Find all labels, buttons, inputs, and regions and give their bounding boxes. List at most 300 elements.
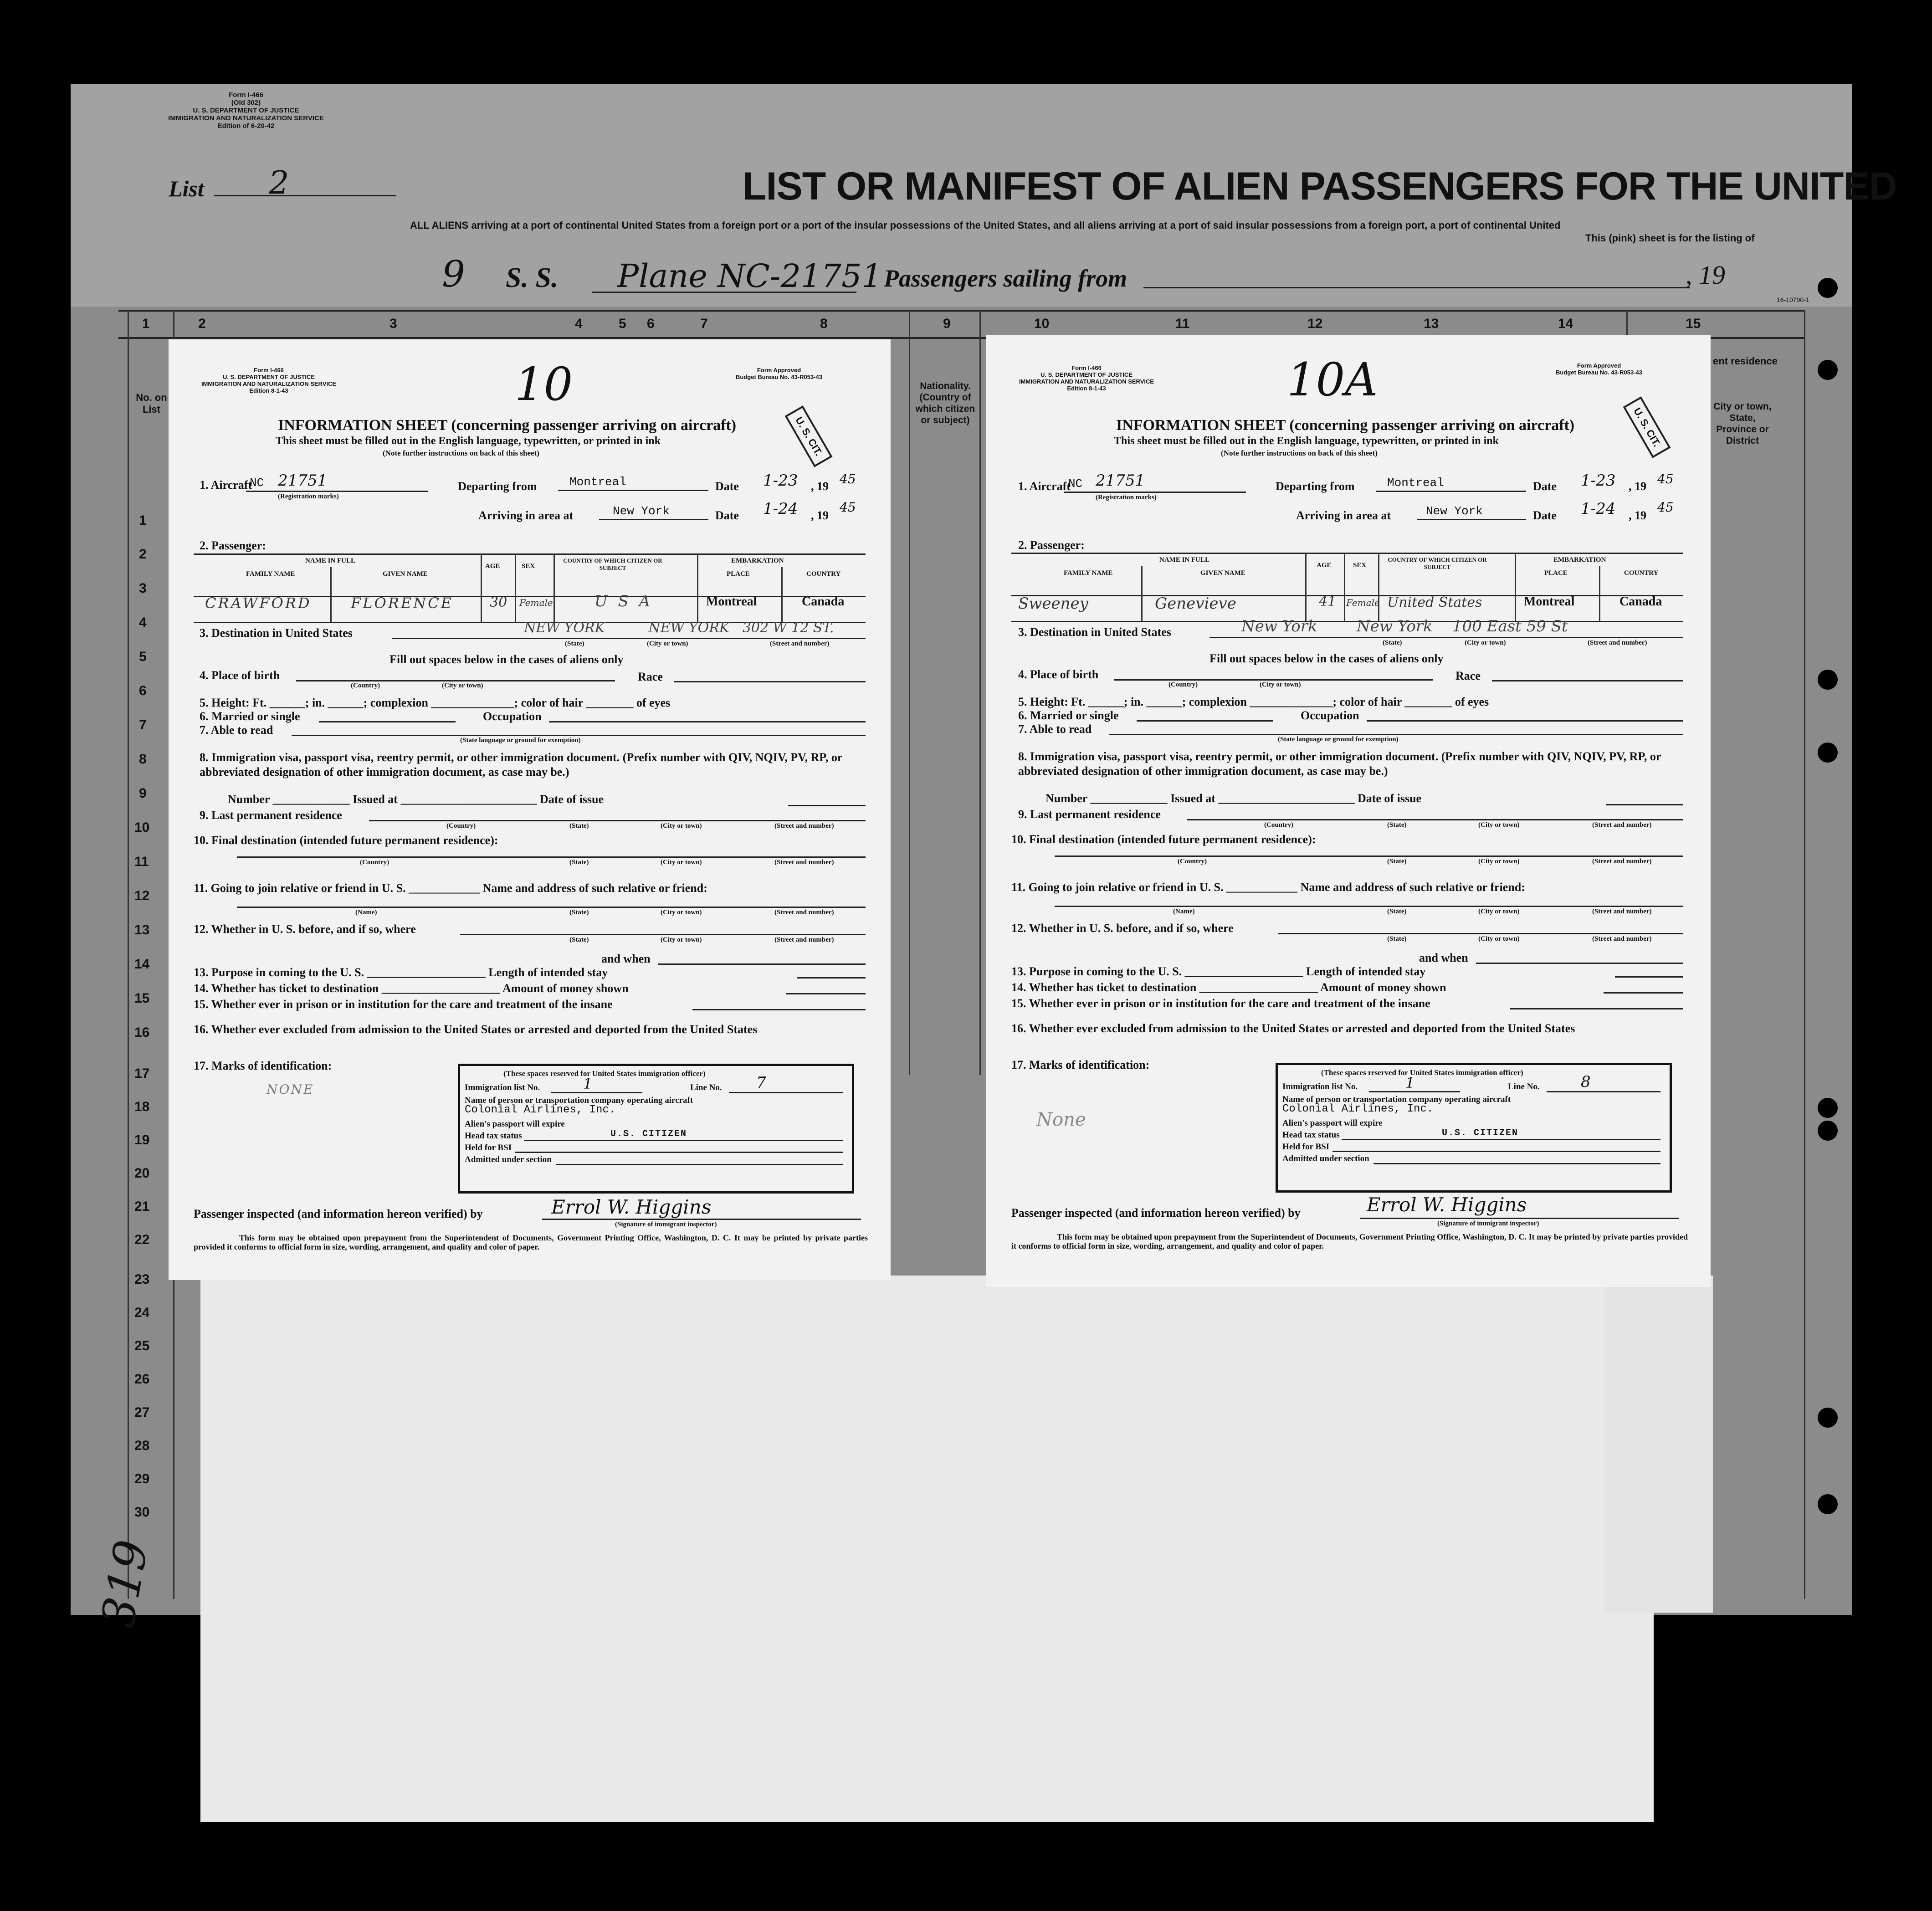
list-no-label: Immigration list No. xyxy=(465,1083,540,1092)
row-number: 17 xyxy=(134,1066,150,1081)
col-num-13: 13 xyxy=(1424,316,1439,331)
th-given-name: GIVEN NAME xyxy=(1200,569,1245,577)
line-no-line xyxy=(729,1092,843,1093)
sheet-title: INFORMATION SHEET (concerning passenger arriving on aircraft) xyxy=(278,417,737,434)
embark-country: Canada xyxy=(802,594,845,609)
row-number: 7 xyxy=(139,717,147,733)
departing-line xyxy=(558,490,708,491)
arriving-year: 45 xyxy=(840,500,856,515)
manifest-year: , 19 xyxy=(1686,260,1725,290)
item-8-number: Number _____________ Issued at _______________________ Date of issue xyxy=(1045,792,1422,805)
row-number: 5 xyxy=(139,649,147,664)
item-7: 7. Able to read xyxy=(1018,722,1092,736)
final-caption-city: (City or town) xyxy=(661,859,702,866)
row-number: 11 xyxy=(134,854,149,869)
manifest-list-label: List xyxy=(169,176,204,201)
item-4: 4. Place of birth xyxy=(1018,668,1099,681)
line-no: 7 xyxy=(756,1074,766,1092)
table-rule xyxy=(1599,566,1600,621)
binder-hole xyxy=(1818,360,1838,380)
item-15: 15. Whether ever in prison or in institution for the care and treatment of the insane xyxy=(1011,997,1430,1010)
col-num-4: 4 xyxy=(575,316,583,331)
line-no-label: Line No. xyxy=(1508,1082,1540,1091)
aircraft-label: 1. Aircraft xyxy=(1018,480,1071,493)
res-caption-city: (City or town) xyxy=(661,822,702,830)
embark-place: Montreal xyxy=(706,594,757,609)
before-caption-city: (City or town) xyxy=(1478,935,1520,943)
col-rule xyxy=(128,310,129,1599)
th-embarkation: EMBARKATION xyxy=(731,557,784,564)
row-number: 25 xyxy=(134,1338,150,1353)
dest-caption-street: (Street and number) xyxy=(770,640,830,647)
col-rule xyxy=(909,310,910,1075)
destination-line xyxy=(392,638,866,639)
registration-caption: (Registration marks) xyxy=(278,493,339,500)
binder-hole xyxy=(1818,1494,1838,1514)
departing-label: Departing from xyxy=(458,480,537,493)
manifest-margin-number: 319 xyxy=(91,1536,159,1631)
row-number: 1 xyxy=(139,513,147,528)
stay-line xyxy=(1615,976,1683,978)
row-number: 30 xyxy=(134,1505,150,1520)
marks: None xyxy=(1036,1109,1086,1130)
arriving-date: 1-24 xyxy=(763,500,798,518)
row-number: 26 xyxy=(134,1372,150,1387)
item-4: 4. Place of birth xyxy=(200,669,280,682)
departing-from: Montreal xyxy=(569,475,626,489)
list-no: 1 xyxy=(1405,1074,1415,1091)
married-line xyxy=(319,721,456,722)
given-name: Genevieve xyxy=(1155,594,1236,613)
family-name: CRAWFORD xyxy=(205,594,312,612)
manifest-list-number: 2 xyxy=(269,164,289,201)
binder-hole xyxy=(1818,1098,1838,1118)
dest-caption-street: (Street and number) xyxy=(1588,639,1647,646)
res-caption-state: (State) xyxy=(1387,821,1407,829)
given-name: FLORENCE xyxy=(351,594,453,612)
row-number: 12 xyxy=(134,888,150,903)
table-rule xyxy=(481,553,482,622)
row-number: 24 xyxy=(134,1305,150,1320)
row-number: 16 xyxy=(134,1025,150,1040)
res-caption-country: (Country) xyxy=(446,822,476,830)
join-line xyxy=(1055,906,1683,907)
passport-label: Alien's passport will expire xyxy=(465,1119,565,1129)
th-sex: SEX xyxy=(522,563,535,570)
departing-year-label: , 19 xyxy=(1629,480,1646,493)
read-line xyxy=(1109,734,1683,735)
binder-hole xyxy=(1818,1408,1838,1428)
sex: Female xyxy=(519,597,553,608)
item-6: 6. Married or single xyxy=(1018,709,1119,722)
blank-sheet xyxy=(200,1276,1654,1822)
arriving-date-label: Date xyxy=(1533,509,1557,522)
destination-label: 3. Destination in United States xyxy=(200,626,353,640)
manifest-vessel: Plane NC-21751 xyxy=(617,257,882,295)
sheet-instructions: This sheet must be filled out in the English language, typewritten, or printed in ink xyxy=(1114,435,1499,447)
departing-year: 45 xyxy=(840,471,856,487)
money-line xyxy=(1604,992,1683,994)
destination-label: 3. Destination in United States xyxy=(1018,625,1171,639)
sex: Female xyxy=(1346,597,1380,608)
operator: Colonial Airlines, Inc. xyxy=(465,1104,616,1116)
row-number: 2 xyxy=(139,547,147,562)
headtax: U.S. CITIZEN xyxy=(610,1129,687,1139)
aircraft-line xyxy=(246,491,428,492)
signature-caption: (Signature of immigrant inspector) xyxy=(615,1221,717,1228)
prison-line xyxy=(692,1009,866,1010)
money-line xyxy=(786,993,866,994)
final-caption-state: (State) xyxy=(1387,858,1407,865)
col9-header: Nationality. (Country of which citizen or subject) xyxy=(915,381,975,425)
col-num-14: 14 xyxy=(1558,316,1573,331)
departing-year: 45 xyxy=(1657,471,1674,487)
passenger-label: 2. Passenger: xyxy=(200,539,266,552)
race-label: Race xyxy=(638,670,663,683)
bsi-line xyxy=(515,1152,843,1153)
manifest-sailing-label: Passengers sailing from xyxy=(884,265,1127,292)
departing-year-label: , 19 xyxy=(811,480,829,493)
join-caption-street: (Street and number) xyxy=(774,909,834,916)
col-num-7: 7 xyxy=(700,316,708,331)
us-citizen-stamp: U. S. CIT. xyxy=(1623,396,1671,458)
destination-line xyxy=(1209,637,1683,638)
row-number: 29 xyxy=(134,1471,150,1486)
col-num-8: 8 xyxy=(820,316,828,331)
col-num-11: 11 xyxy=(1175,316,1190,331)
table-rule xyxy=(1515,553,1516,621)
item-8-number: Number _____________ Issued at _______________________ Date of issue xyxy=(228,793,604,806)
admitted-label: Admitted under section xyxy=(1282,1154,1369,1163)
before-caption-street: (Street and number) xyxy=(774,936,834,943)
item-12: 12. Whether in U. S. before, and if so, where xyxy=(1011,922,1234,935)
occupation-line xyxy=(549,721,866,722)
th-country: COUNTRY xyxy=(806,570,841,578)
res-caption-city: (City or town) xyxy=(1478,821,1520,829)
arriving-line xyxy=(1417,519,1526,520)
sheet-title: INFORMATION SHEET (concerning passenger arriving on aircraft) xyxy=(1116,417,1575,434)
row-number: 3 xyxy=(139,581,147,596)
row-number: 9 xyxy=(139,786,147,801)
when-line xyxy=(658,963,866,965)
citizenship: U S A xyxy=(594,592,653,610)
arriving-label: Arriving in area at xyxy=(1296,509,1391,522)
col15-header: City or town, State, Province or District xyxy=(1713,401,1772,446)
item-16: 16. Whether ever excluded from admission to the United States or arrested and deported from the United States xyxy=(194,1023,758,1036)
res-caption-country: (Country) xyxy=(1264,821,1294,829)
col-num-1: 1 xyxy=(142,316,150,331)
arriving-year-label: , 19 xyxy=(1629,509,1646,522)
inspector-signature: Errol W. Higgins xyxy=(551,1196,712,1218)
sheet-approval: Form Approved Budget Bureau No. 43-R053-43 xyxy=(1556,362,1642,376)
bsi-label: Held for BSI xyxy=(465,1143,512,1153)
before-caption-state: (State) xyxy=(1387,935,1407,943)
manifest-list-line xyxy=(214,195,396,196)
aircraft-line xyxy=(1064,492,1246,493)
item-9: 9. Last permanent residence xyxy=(1018,808,1161,821)
signature-line xyxy=(542,1219,861,1220)
item-12: 12. Whether in U. S. before, and if so, where xyxy=(194,922,416,936)
col-num-2: 2 xyxy=(198,316,206,331)
join-caption-street: (Street and number) xyxy=(1592,908,1652,915)
table-rule xyxy=(330,567,332,622)
destination: New York New York 100 East 59 St xyxy=(1241,617,1568,635)
dest-caption-city: (City or town) xyxy=(1465,639,1506,646)
sheet-approval: Form Approved Budget Bureau No. 43-R053-43 xyxy=(736,367,822,380)
th-country: COUNTRY xyxy=(1624,569,1659,577)
citizenship: United States xyxy=(1387,594,1482,610)
manifest-ss-label: S. S. xyxy=(506,262,559,293)
col-num-15: 15 xyxy=(1686,316,1701,331)
row-number: 6 xyxy=(139,683,147,698)
occupation-line xyxy=(1367,720,1683,722)
arriving-at: New York xyxy=(1426,504,1483,518)
read-caption: (State language or ground for exemption) xyxy=(1278,736,1399,743)
col15-header-top: ent residence xyxy=(1713,355,1778,367)
res-caption-street: (Street and number) xyxy=(774,822,834,830)
row-number: 19 xyxy=(134,1132,150,1148)
row-number: 20 xyxy=(134,1166,150,1181)
table-rule xyxy=(515,553,516,622)
signature-caption: (Signature of immigrant inspector) xyxy=(1437,1220,1539,1227)
arriving-label: Arriving in area at xyxy=(478,509,574,522)
registration-caption: (Registration marks) xyxy=(1096,494,1157,501)
departing-from: Montreal xyxy=(1387,476,1444,490)
row-number: 10 xyxy=(134,820,150,835)
aircraft-prefix: NC xyxy=(1068,477,1083,491)
arriving-at: New York xyxy=(613,504,670,518)
operator-label: Name of person or transportation company operating aircraft xyxy=(465,1096,693,1105)
headtax: U.S. CITIZEN xyxy=(1442,1128,1519,1138)
binder-hole xyxy=(1818,1121,1838,1141)
before-caption-state: (State) xyxy=(569,936,589,943)
item-11: 11. Going to join relative or friend in U. S. ____________ Name and address of such relative or friend: xyxy=(194,881,707,895)
list-no: 1 xyxy=(583,1075,593,1092)
list-no-line xyxy=(551,1092,642,1093)
admitted-line xyxy=(556,1164,843,1165)
prison-line xyxy=(1510,1008,1683,1009)
manifest-sailing-line xyxy=(1143,287,1690,288)
table-rule xyxy=(553,553,555,622)
dest-caption-state: (State) xyxy=(565,640,584,647)
item-13: 13. Purpose in coming to the U. S. ____________________ Length of intended stay xyxy=(1011,965,1426,978)
manifest-subtitle: ALL ALIENS arriving at a port of continental United States from a foreign port or a port of the insular possessions of the United States, and all aliens arriving at a port of said insular possessions from a foreign port, a port of continental United xyxy=(410,220,1561,231)
manifest-form-code: 16-10790-1 xyxy=(1777,296,1809,303)
operator: Colonial Airlines, Inc. xyxy=(1282,1103,1434,1115)
arriving-year-label: , 19 xyxy=(811,509,829,522)
marks: NONE xyxy=(266,1082,314,1097)
married-line xyxy=(1137,720,1273,722)
row-number: 13 xyxy=(134,922,150,938)
item-14: 14. Whether has ticket to destination ____________________ Amount of money shown xyxy=(1011,981,1446,994)
birth-caption-city: (City or town) xyxy=(442,682,483,689)
birth-line xyxy=(1114,679,1433,681)
row-number: 28 xyxy=(134,1438,150,1453)
join-line xyxy=(237,907,866,908)
item-6: 6. Married or single xyxy=(200,710,300,723)
read-caption: (State language or ground for exemption) xyxy=(460,737,581,744)
row-number: 22 xyxy=(134,1232,150,1247)
family-name: Sweeney xyxy=(1018,594,1088,613)
th-name-in-full: NAME IN FULL xyxy=(305,557,356,564)
line-no-label: Line No. xyxy=(690,1083,722,1092)
departing-line xyxy=(1376,491,1526,492)
line-no-line xyxy=(1547,1091,1660,1092)
th-citizenship: COUNTRY OF WHICH CITIZEN OR SUBJECT xyxy=(1388,556,1487,570)
arriving-year: 45 xyxy=(1657,500,1674,515)
embark-place: Montreal xyxy=(1524,594,1575,609)
race-line xyxy=(674,681,866,682)
col1-header: No. on List xyxy=(136,392,167,415)
th-sex: SEX xyxy=(1353,562,1367,569)
table-rule xyxy=(1344,553,1345,621)
birth-caption-city: (City or town) xyxy=(1260,681,1301,688)
item-5: 5. Height: Ft. ______; in. ______; complexion ______________; color of hair ________ of eyes xyxy=(1018,695,1489,708)
dest-caption-state: (State) xyxy=(1383,639,1402,646)
headtax-label: Head tax status xyxy=(465,1131,522,1141)
item-8: 8. Immigration visa, passport visa, reentry permit, or other immigration document. (Prefix number with QIV, NQIV, PV, RP, or abbreviated designation of other immigration document, as case may be.) xyxy=(1018,750,1661,778)
col-num-3: 3 xyxy=(389,316,397,331)
final-caption-state: (State) xyxy=(569,859,589,866)
th-family-name: FAMILY NAME xyxy=(1064,569,1113,577)
departing-date: 1-23 xyxy=(763,471,798,490)
item-14: 14. Whether has ticket to destination ____________________ Amount of money shown xyxy=(194,982,629,995)
final-caption-street: (Street and number) xyxy=(1592,858,1652,865)
col-rule xyxy=(1804,310,1805,1599)
th-place: PLACE xyxy=(1544,569,1568,577)
birth-caption-country: (Country) xyxy=(1168,681,1198,688)
sheet-note: (Note further instructions on back of this sheet) xyxy=(1221,449,1378,457)
operator-label: Name of person or transportation company operating aircraft xyxy=(1282,1095,1511,1104)
information-sheet-10a xyxy=(986,335,1711,1287)
passport-label: Alien's passport will expire xyxy=(1282,1118,1383,1128)
sheet-footer: This form may be obtained upon prepayment from the Superintendent of Documents, Government Printing Office, Washington, D. C. It may be printed by private parties provided it conforms to official form in size, wording, arrangement, and quality and color of paper. xyxy=(1011,1232,1688,1250)
officer-header: (These spaces reserved for United States immigration officer) xyxy=(1321,1068,1523,1077)
row-number: 14 xyxy=(134,957,150,972)
item-15: 15. Whether ever in prison or in institution for the care and treatment of the insane xyxy=(194,998,613,1011)
item-17: 17. Marks of identification: xyxy=(194,1059,332,1072)
aliens-only: Fill out spaces below in the cases of aliens only xyxy=(1209,652,1444,665)
arriving-date-label: Date xyxy=(715,509,739,522)
item-7: 7. Able to read xyxy=(200,723,273,737)
col-num-9: 9 xyxy=(943,316,951,331)
join-caption-name: (Name) xyxy=(355,909,377,916)
arriving-date: 1-24 xyxy=(1581,500,1616,518)
birth-caption-country: (Country) xyxy=(351,682,380,689)
table-rule xyxy=(1305,553,1307,621)
row-number: 18 xyxy=(134,1099,150,1114)
table-rule xyxy=(781,567,783,622)
and-when: and when xyxy=(1419,951,1468,964)
bsi-label: Held for BSI xyxy=(1282,1142,1330,1152)
when-line xyxy=(1476,963,1683,964)
signature-line xyxy=(1360,1218,1679,1219)
departing-date: 1-23 xyxy=(1581,471,1616,490)
read-line xyxy=(292,735,866,736)
admitted-label: Admitted under section xyxy=(465,1155,552,1164)
binder-hole xyxy=(1818,670,1838,690)
col-num-5: 5 xyxy=(619,316,626,331)
join-caption-state: (State) xyxy=(569,909,589,916)
birth-line xyxy=(296,680,615,681)
item-10: 10. Final destination (intended future permanent residence): xyxy=(1011,833,1316,846)
sheet-form-id: Form I-466 U. S. DEPARTMENT OF JUSTICE IMMIGRATION AND NATURALIZATION SERVICE Edition 8-1-43 xyxy=(1019,364,1154,392)
table-rule xyxy=(1141,566,1143,621)
th-name-in-full: NAME IN FULL xyxy=(1159,556,1210,564)
issue-line xyxy=(1606,804,1683,805)
row-number: 15 xyxy=(134,991,150,1006)
item-13: 13. Purpose in coming to the U. S. ____________________ Length of intended stay xyxy=(194,966,608,979)
row-number: 23 xyxy=(134,1272,150,1287)
item-10: 10. Final destination (intended future permanent residence): xyxy=(194,834,498,847)
join-caption-state: (State) xyxy=(1387,908,1407,915)
embark-country: Canada xyxy=(1619,594,1662,609)
row-number: 21 xyxy=(134,1199,150,1214)
destination: NEW YORK NEW YORK 302 W 12 ST. xyxy=(524,620,834,636)
aliens-only: Fill out spaces below in the cases of aliens only xyxy=(389,653,624,666)
headtax-line xyxy=(524,1140,843,1141)
final-caption-country: (Country) xyxy=(360,859,389,866)
aircraft-number: 21751 xyxy=(1096,471,1145,490)
before-caption-city: (City or town) xyxy=(661,936,702,943)
sheet-footer: This form may be obtained upon prepayment from the Superintendent of Documents, Government Printing Office, Washington, D. C. It may be printed by private parties provided it conforms to official form in size, wording, arrangement, and quality and color of paper. xyxy=(194,1233,868,1251)
and-when: and when xyxy=(601,952,651,965)
res-caption-state: (State) xyxy=(569,822,589,830)
sheet-number: 10 xyxy=(515,358,573,411)
inspector-signature: Errol W. Higgins xyxy=(1367,1194,1527,1216)
age: 41 xyxy=(1319,594,1337,610)
table-rule xyxy=(1378,553,1379,621)
stay-line xyxy=(797,977,866,979)
row-number: 27 xyxy=(134,1405,150,1420)
row-number: 4 xyxy=(139,615,147,630)
sheet-number: 10A xyxy=(1287,353,1378,406)
headtax-label: Head tax status xyxy=(1282,1130,1340,1140)
col-num-6: 6 xyxy=(647,316,655,331)
row-number: 8 xyxy=(139,752,147,767)
departing-label: Departing from xyxy=(1276,480,1355,493)
line-no: 8 xyxy=(1581,1073,1591,1091)
th-citizenship: COUNTRY OF WHICH CITIZEN OR SUBJECT xyxy=(563,557,662,571)
sheet-instructions: This sheet must be filled out in the English language, typewritten, or printed in ink xyxy=(276,435,661,447)
item-8: 8. Immigration visa, passport visa, reentry permit, or other immigration document. (Prefix number with QIV, NQIV, PV, RP, or abbreviated designation of other immigration document, as case may be.) xyxy=(200,751,842,779)
th-place: PLACE xyxy=(727,570,750,578)
final-dest-line xyxy=(237,856,866,858)
age: 30 xyxy=(490,594,507,610)
issue-line xyxy=(788,805,866,806)
officer-header: (These spaces reserved for United States immigration officer) xyxy=(503,1069,706,1078)
admitted-line xyxy=(1373,1163,1660,1164)
th-age: AGE xyxy=(485,563,500,570)
before-line xyxy=(1278,933,1683,934)
binder-hole xyxy=(1818,743,1838,763)
col-rule xyxy=(979,310,981,1075)
join-caption-name: (Name) xyxy=(1173,908,1195,915)
aircraft-number: 21751 xyxy=(278,471,328,490)
final-caption-street: (Street and number) xyxy=(774,859,834,866)
us-citizen-stamp: U. S. CIT. xyxy=(785,405,833,467)
item-9: 9. Last permanent residence xyxy=(200,809,342,822)
sheet-note: (Note further instructions on back of this sheet) xyxy=(383,449,539,457)
col-num-10: 10 xyxy=(1034,316,1050,331)
list-no-label: Immigration list No. xyxy=(1282,1082,1358,1091)
col-num-12: 12 xyxy=(1307,316,1323,331)
departing-date-label: Date xyxy=(715,480,739,493)
arriving-line xyxy=(599,519,708,520)
inspected-label: Passenger inspected (and information hereon verified) by xyxy=(1011,1206,1301,1219)
final-dest-line xyxy=(1055,856,1683,857)
aircraft-label: 1. Aircraft xyxy=(200,478,252,492)
